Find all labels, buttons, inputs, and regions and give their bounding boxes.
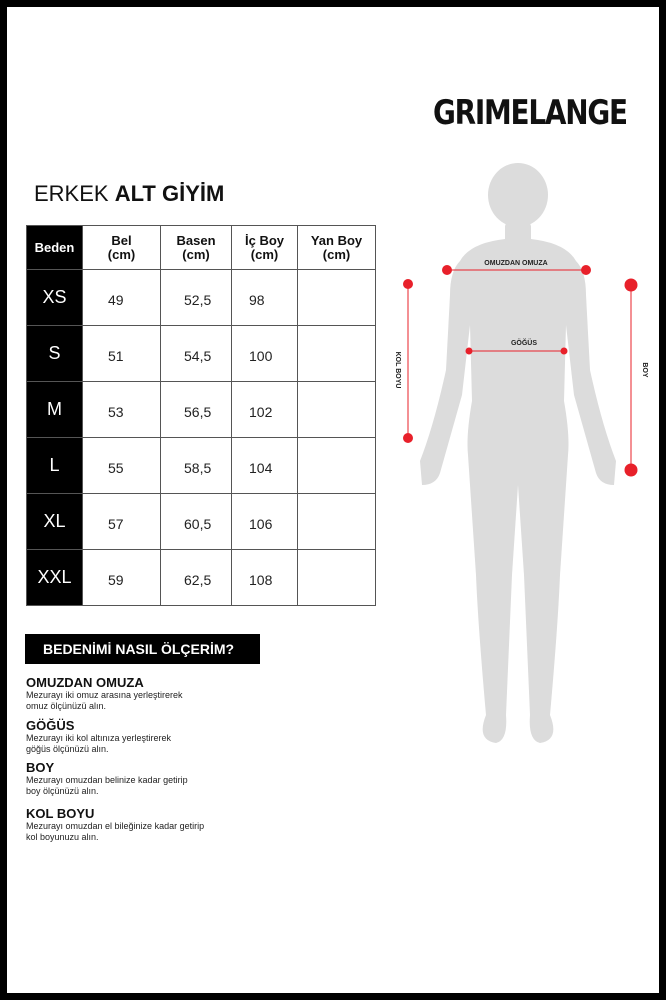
body-silhouette bbox=[420, 163, 616, 743]
howto-shoulder-line2: omuz ölçünüzü alın. bbox=[26, 701, 107, 711]
length-measure bbox=[625, 279, 649, 477]
howto-length-line2: boy ölçünüzü alın. bbox=[26, 786, 99, 796]
basen-cell: 52,5 bbox=[161, 270, 232, 326]
howto-length-title: BOY bbox=[26, 760, 55, 775]
chest-label: GÖĞÜS bbox=[510, 340, 538, 347]
ic-boy-cell: 98 bbox=[232, 270, 298, 326]
table-row bbox=[27, 382, 376, 438]
body-measurement-figure bbox=[390, 155, 650, 755]
size-cell: XL bbox=[27, 494, 83, 550]
header-ic-boy: İç Boy (cm) bbox=[232, 226, 298, 270]
header-beden: Beden bbox=[27, 226, 83, 270]
table-row bbox=[27, 494, 376, 550]
table-row bbox=[27, 550, 376, 606]
page-title bbox=[34, 181, 224, 207]
howto-chest-line1: Mezurayı iki kol altınıza yerleştirerek bbox=[26, 733, 172, 743]
header-basen: Basen (cm) bbox=[161, 226, 232, 270]
size-cell: XS bbox=[27, 270, 83, 326]
bel-cell: 49 bbox=[83, 270, 161, 326]
howto-shoulder bbox=[26, 675, 266, 712]
yan-boy-cell bbox=[298, 326, 376, 382]
yan-boy-cell bbox=[298, 270, 376, 326]
yan-boy-cell bbox=[298, 382, 376, 438]
sleeve-measure bbox=[394, 279, 413, 443]
yan-boy-cell bbox=[298, 550, 376, 606]
table-row bbox=[27, 326, 376, 382]
bel-cell: 51 bbox=[83, 326, 161, 382]
bel-cell: 57 bbox=[83, 494, 161, 550]
basen-cell: 54,5 bbox=[161, 326, 232, 382]
bel-cell: 59 bbox=[83, 550, 161, 606]
length-dot-bottom bbox=[625, 464, 638, 477]
shoulder-dot-right bbox=[581, 265, 591, 275]
size-cell: XXL bbox=[27, 550, 83, 606]
howto-chest bbox=[26, 718, 266, 755]
ic-boy-cell: 106 bbox=[232, 494, 298, 550]
title-light: ERKEK bbox=[34, 181, 109, 206]
header-yan-boy: Yan Boy (cm) bbox=[298, 226, 376, 270]
ic-boy-cell: 108 bbox=[232, 550, 298, 606]
ic-boy-cell: 102 bbox=[232, 382, 298, 438]
chest-dot-left bbox=[466, 348, 473, 355]
header-bel: Bel (cm) bbox=[83, 226, 161, 270]
shoulder-label: OMUZDAN OMUZA bbox=[484, 260, 548, 267]
howto-chest-title: GÖĞÜS bbox=[26, 718, 75, 733]
size-cell: S bbox=[27, 326, 83, 382]
how-to-measure-banner: BEDENİMİ NASIL ÖLÇERİM? bbox=[25, 634, 260, 664]
howto-shoulder-title: OMUZDAN OMUZA bbox=[26, 675, 144, 690]
chest-dot-right bbox=[561, 348, 568, 355]
howto-shoulder-line1: Mezurayı iki omuz arasına yerleştirerek bbox=[26, 690, 183, 700]
length-label: BOY bbox=[641, 362, 648, 378]
size-table bbox=[26, 225, 376, 606]
title-bold: ALT GİYİM bbox=[114, 181, 225, 206]
basen-cell: 60,5 bbox=[161, 494, 232, 550]
ic-boy-cell: 104 bbox=[232, 438, 298, 494]
bel-cell: 55 bbox=[83, 438, 161, 494]
basen-cell: 62,5 bbox=[161, 550, 232, 606]
table-header-row bbox=[27, 226, 376, 270]
yan-boy-cell bbox=[298, 438, 376, 494]
length-dot-top bbox=[625, 279, 638, 292]
size-cell: L bbox=[27, 438, 83, 494]
howto-length bbox=[26, 760, 266, 797]
howto-chest-line2: göğüs ölçünüzü alın. bbox=[26, 744, 109, 754]
howto-sleeve-line1: Mezurayı omuzdan el bileğinize kadar getirip bbox=[26, 821, 205, 831]
sleeve-label: KOL BOYU bbox=[394, 351, 401, 389]
sleeve-dot-bottom bbox=[403, 433, 413, 443]
howto-sleeve-line2: kol boyunuzu alın. bbox=[26, 832, 99, 842]
howto-sleeve bbox=[26, 806, 266, 843]
brand-logo: GRIMELANGE bbox=[433, 93, 627, 133]
table-row bbox=[27, 270, 376, 326]
ic-boy-cell: 100 bbox=[232, 326, 298, 382]
howto-length-line1: Mezurayı omuzdan belinize kadar getirip bbox=[26, 775, 188, 785]
sleeve-dot-top bbox=[403, 279, 413, 289]
basen-cell: 58,5 bbox=[161, 438, 232, 494]
size-cell: M bbox=[27, 382, 83, 438]
basen-cell: 56,5 bbox=[161, 382, 232, 438]
yan-boy-cell bbox=[298, 494, 376, 550]
bel-cell: 53 bbox=[83, 382, 161, 438]
howto-sleeve-title: KOL BOYU bbox=[26, 806, 95, 821]
table-row bbox=[27, 438, 376, 494]
shoulder-dot-left bbox=[442, 265, 452, 275]
